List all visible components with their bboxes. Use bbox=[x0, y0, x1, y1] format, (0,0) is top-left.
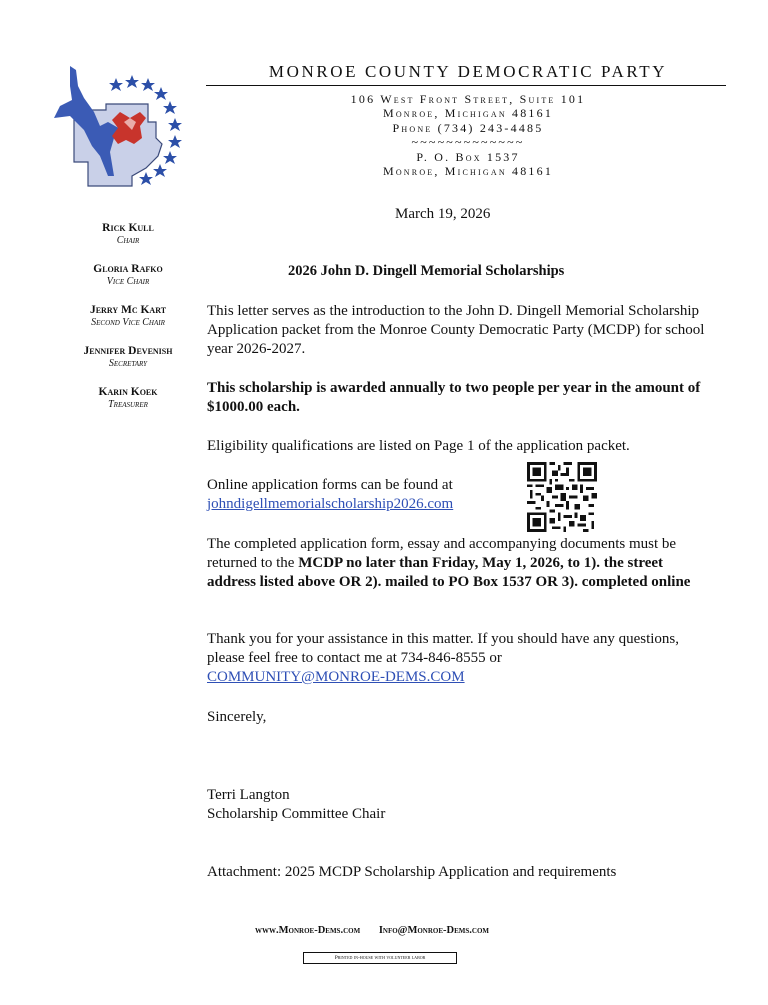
address-line: Monroe, Michigan 48161 bbox=[382, 164, 554, 179]
email-link[interactable]: COMMUNITY@MONROE-DEMS.COM bbox=[207, 669, 465, 685]
return-deadline: MCDP no later than Friday, May 1, 2026, to 1). the street address listed above OR 2). mailed to PO Box 1537 OR 3). completed online bbox=[207, 555, 691, 590]
officer-name: Karin Koek bbox=[98, 386, 158, 398]
officer-title: Second Vice Chair bbox=[91, 317, 165, 328]
footer-website-link[interactable]: www.Monroe-Dems.com bbox=[255, 925, 361, 936]
attachment-note: Attachment: 2025 MCDP Scholarship Application and requirements bbox=[207, 864, 617, 880]
eligibility-paragraph: Eligibility qualifications are listed on Page 1 of the application packet. bbox=[207, 438, 630, 454]
return-text: The completed application form, essay and accompanying documents must be returned to the bbox=[207, 536, 677, 571]
union-label: Printed in-house with volunteer labor bbox=[303, 952, 457, 964]
thanks-text: Thank you for your assistance in this matter. If you should have any questions, please feel free to contact me at 734-846-8555 or bbox=[207, 631, 679, 666]
officer-chair bbox=[58, 222, 198, 247]
officer-title: Chair bbox=[116, 235, 140, 246]
scholarship-website-link[interactable]: johndigellmemorialscholarship2026.com bbox=[207, 496, 454, 512]
signer-title: Scholarship Committee Chair bbox=[207, 806, 386, 822]
signer-name: Terri Langton bbox=[207, 787, 290, 803]
footer-contact bbox=[255, 925, 489, 936]
closing: Sincerely, bbox=[207, 709, 267, 725]
officers-list bbox=[58, 222, 198, 427]
online-paragraph bbox=[207, 476, 507, 514]
footer-email-link[interactable]: Info@Monroe-Dems.com bbox=[378, 925, 490, 936]
party-logo bbox=[48, 60, 198, 190]
org-name: MONROE COUNTY DEMOCRATIC PARTY bbox=[268, 62, 668, 81]
award-paragraph: This scholarship is awarded annually to two people per year in the amount of $1000.00 each. bbox=[207, 380, 701, 415]
letter-date: March 19, 2026 bbox=[395, 206, 491, 222]
qr-code-icon bbox=[527, 462, 597, 532]
org-address bbox=[208, 92, 728, 178]
return-paragraph bbox=[207, 535, 707, 592]
tilde-divider: ~~~~~~~~~~~~~ bbox=[411, 135, 525, 150]
officer-name: Rick Kull bbox=[102, 222, 154, 234]
officer-second-vice-chair bbox=[58, 304, 198, 329]
officer-title: Vice Chair bbox=[106, 276, 150, 287]
letter-subject: 2026 John D. Dingell Memorial Scholarships bbox=[288, 263, 565, 279]
officer-secretary bbox=[58, 345, 198, 370]
intro-paragraph: This letter serves as the introduction to the John D. Dingell Memorial Scholarship Application packet from the Monroe County Democratic Party (MCDP) for school year 2026-2027. bbox=[207, 303, 705, 357]
officer-vice-chair bbox=[58, 263, 198, 288]
online-text: Online application forms can be found at bbox=[207, 477, 453, 493]
officer-name: Jerry Mc Kart bbox=[89, 304, 167, 316]
officer-treasurer bbox=[58, 386, 198, 411]
officer-name: Jennifer Devenish bbox=[83, 345, 173, 357]
po-box-line: P. O. Box 1537 bbox=[416, 149, 520, 164]
phone-line: Phone (734) 243-4485 bbox=[392, 120, 544, 135]
address-line: 106 West Front Street, Suite 101 bbox=[350, 92, 586, 106]
officer-name: Gloria Rafko bbox=[93, 263, 163, 275]
officer-title: Treasurer bbox=[108, 399, 148, 410]
officer-title: Secretary bbox=[108, 358, 148, 369]
header-divider bbox=[206, 85, 726, 86]
address-line: Monroe, Michigan 48161 bbox=[382, 106, 554, 121]
thanks-paragraph bbox=[207, 630, 707, 687]
